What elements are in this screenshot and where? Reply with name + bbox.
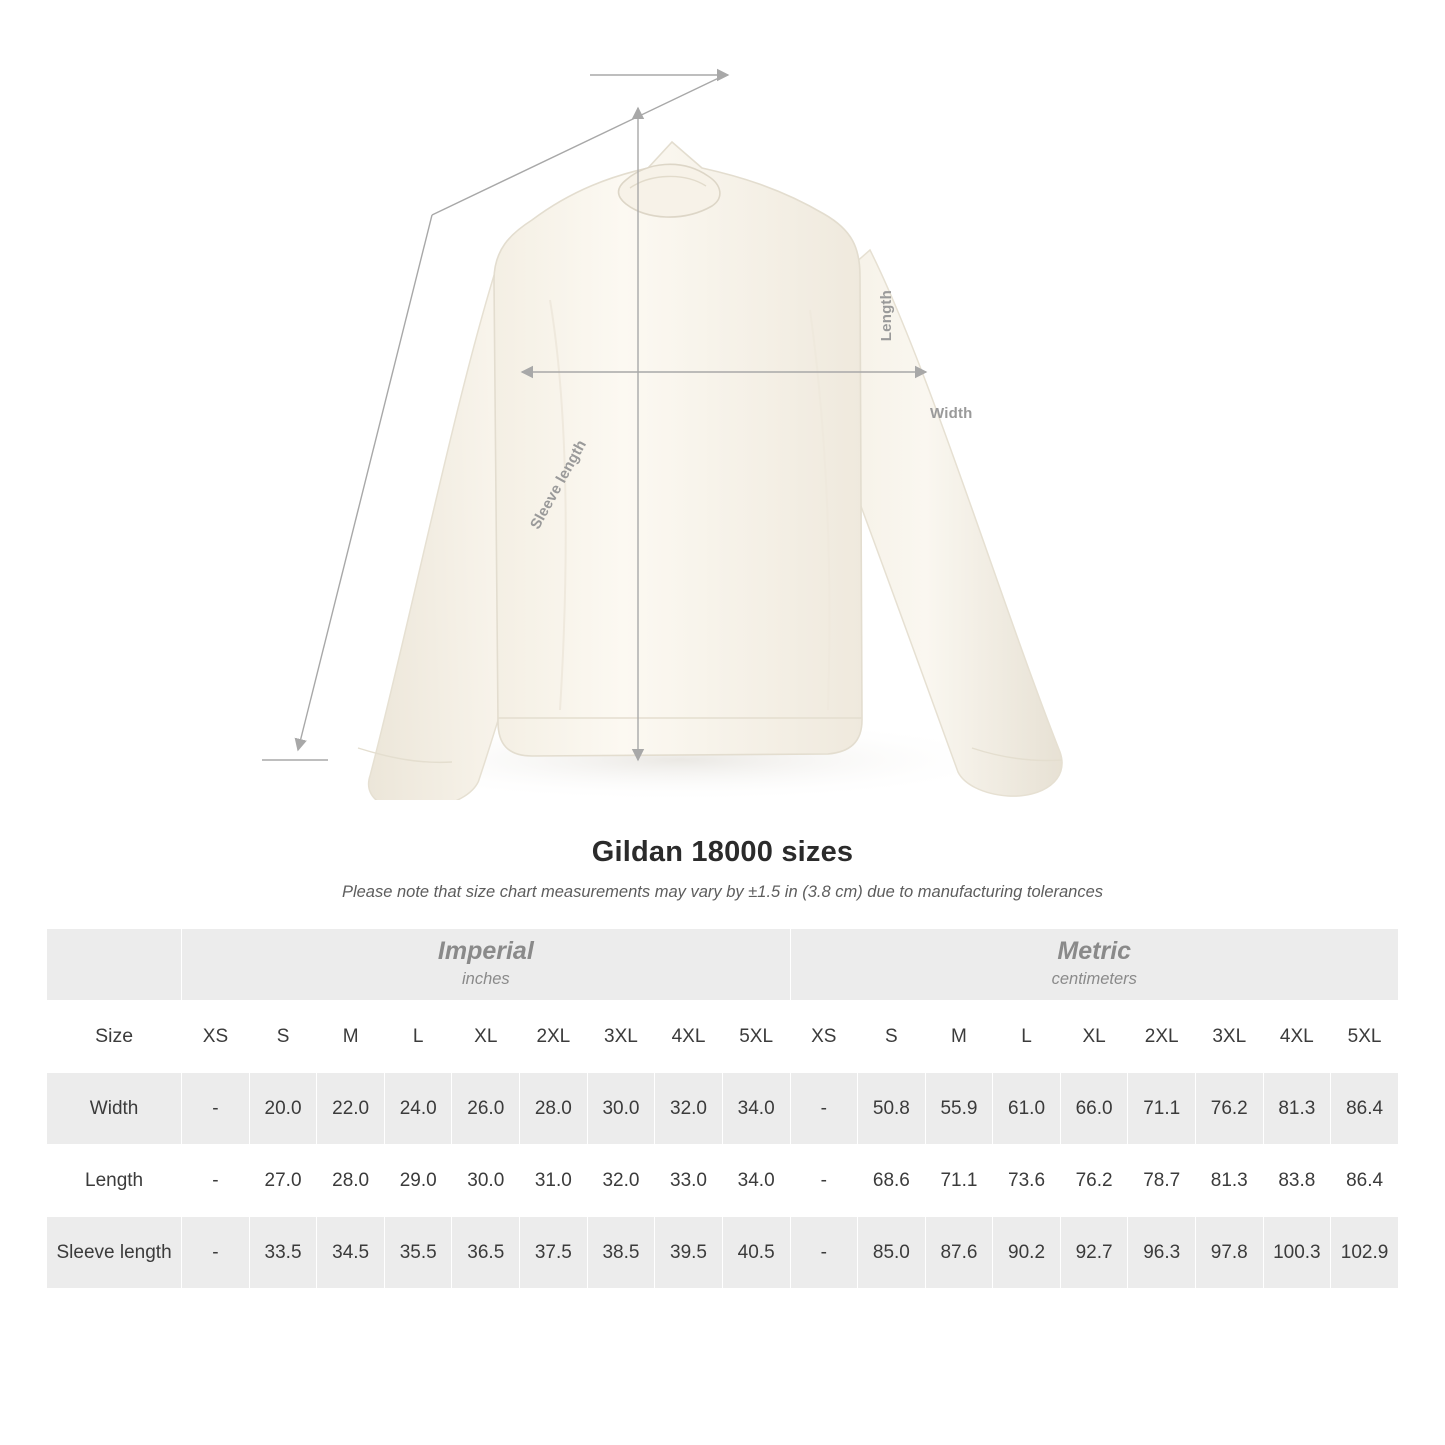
cell-sleeve-metric-3: 90.2 [993,1217,1061,1289]
cell-width-imperial-7: 32.0 [655,1073,723,1145]
unit-sub-metric: centimeters [1051,969,1137,988]
header-size-metric-3: L [993,1001,1061,1073]
cell-width-imperial-2: 22.0 [317,1073,385,1145]
cell-length-metric-6: 81.3 [1195,1145,1263,1217]
unit-sub-imperial: inches [461,969,510,988]
cell-width-metric-1: 50.8 [858,1073,926,1145]
header-size-imperial-0: XS [182,1001,250,1073]
cell-width-metric-5: 71.1 [1128,1073,1196,1145]
cell-width-metric-8: 86.4 [1331,1073,1399,1145]
cell-sleeve-metric-4: 92.7 [1060,1217,1128,1289]
cell-length-imperial-1: 27.0 [249,1145,317,1217]
cell-width-imperial-3: 24.0 [384,1073,452,1145]
cell-width-metric-0: - [790,1073,858,1145]
header-size-metric-2: M [925,1001,993,1073]
cell-length-metric-2: 71.1 [925,1145,993,1217]
cell-length-imperial-8: 34.0 [722,1145,790,1217]
cell-sleeve-metric-8: 102.9 [1331,1217,1399,1289]
cell-width-imperial-6: 30.0 [587,1073,655,1145]
cell-length-metric-4: 76.2 [1060,1145,1128,1217]
header-size-metric-8: 5XL [1331,1001,1399,1073]
label-width: Width [930,405,973,422]
header-size-metric-6: 3XL [1195,1001,1263,1073]
header-size-imperial-2: M [317,1001,385,1073]
unit-header-metric [790,929,1399,1001]
header-size-metric-5: 2XL [1128,1001,1196,1073]
cell-width-metric-7: 81.3 [1263,1073,1331,1145]
cell-sleeve-imperial-6: 38.5 [587,1217,655,1289]
cell-width-imperial-0: - [182,1073,250,1145]
size-chart-table [46,928,1399,1289]
header-size-metric-7: 4XL [1263,1001,1331,1073]
cell-width-metric-6: 76.2 [1195,1073,1263,1145]
cell-length-imperial-4: 30.0 [452,1145,520,1217]
header-size-imperial-7: 4XL [655,1001,723,1073]
cell-sleeve-metric-0: - [790,1217,858,1289]
cell-length-metric-5: 78.7 [1128,1145,1196,1217]
cell-sleeve-imperial-7: 39.5 [655,1217,723,1289]
cell-sleeve-metric-5: 96.3 [1128,1217,1196,1289]
cell-length-imperial-3: 29.0 [384,1145,452,1217]
cell-width-imperial-1: 20.0 [249,1073,317,1145]
unit-name-imperial: Imperial [437,936,534,965]
unit-name-metric: Metric [1057,936,1132,965]
cell-sleeve-imperial-0: - [182,1217,250,1289]
cell-length-imperial-6: 32.0 [587,1145,655,1217]
tolerance-note: Please note that size chart measurements may vary by ±1.5 in (3.8 cm) due to manufacturing tolerances [341,883,1104,901]
header-size: Size [47,1001,182,1073]
header-size-metric-4: XL [1060,1001,1128,1073]
row-label-length: Length [47,1145,182,1217]
page-title: Gildan 18000 sizes [591,836,854,868]
sweatshirt-figure [250,60,1110,800]
header-size-imperial-8: 5XL [722,1001,790,1073]
cell-sleeve-metric-6: 97.8 [1195,1217,1263,1289]
cell-width-imperial-8: 34.0 [722,1073,790,1145]
cell-sleeve-imperial-3: 35.5 [384,1217,452,1289]
cell-sleeve-metric-7: 100.3 [1263,1217,1331,1289]
unit-header-imperial [182,929,790,1001]
cell-sleeve-imperial-8: 40.5 [722,1217,790,1289]
cell-width-metric-2: 55.9 [925,1073,993,1145]
cell-length-imperial-0: - [182,1145,250,1217]
unit-header-row [47,929,1399,1001]
cell-length-metric-3: 73.6 [993,1145,1061,1217]
cell-width-metric-4: 66.0 [1060,1073,1128,1145]
row-label-width: Width [47,1073,182,1145]
cell-sleeve-metric-1: 85.0 [858,1217,926,1289]
row-label-sleeve-length: Sleeve length [47,1217,182,1289]
header-size-imperial-5: 2XL [520,1001,588,1073]
header-size-imperial-3: L [384,1001,452,1073]
label-sleeve-length: Sleeve length [526,437,591,533]
cell-length-imperial-5: 31.0 [520,1145,588,1217]
title-block [0,836,1445,902]
cell-width-imperial-4: 26.0 [452,1073,520,1145]
cell-length-metric-0: - [790,1145,858,1217]
cell-sleeve-imperial-5: 37.5 [520,1217,588,1289]
cell-width-imperial-5: 28.0 [520,1073,588,1145]
header-size-imperial-1: S [249,1001,317,1073]
cell-length-imperial-2: 28.0 [317,1145,385,1217]
header-size-imperial-4: XL [452,1001,520,1073]
header-size-metric-1: S [858,1001,926,1073]
cell-sleeve-metric-2: 87.6 [925,1217,993,1289]
table-row [47,1217,1399,1289]
label-length: Length [878,290,895,342]
cell-length-metric-7: 83.8 [1263,1145,1331,1217]
cell-length-metric-8: 86.4 [1331,1145,1399,1217]
cell-sleeve-imperial-2: 34.5 [317,1217,385,1289]
header-size-imperial-6: 3XL [587,1001,655,1073]
table-row [47,1073,1399,1145]
cell-sleeve-imperial-4: 36.5 [452,1217,520,1289]
cell-length-imperial-7: 33.0 [655,1145,723,1217]
header-size-metric-0: XS [790,1001,858,1073]
cell-width-metric-3: 61.0 [993,1073,1061,1145]
sweatshirt-icon [250,60,1110,800]
cell-sleeve-imperial-1: 33.5 [249,1217,317,1289]
cell-length-metric-1: 68.6 [858,1145,926,1217]
table-row [47,1145,1399,1217]
unit-header-spacer [47,929,182,1001]
size-header-row [47,1001,1399,1073]
